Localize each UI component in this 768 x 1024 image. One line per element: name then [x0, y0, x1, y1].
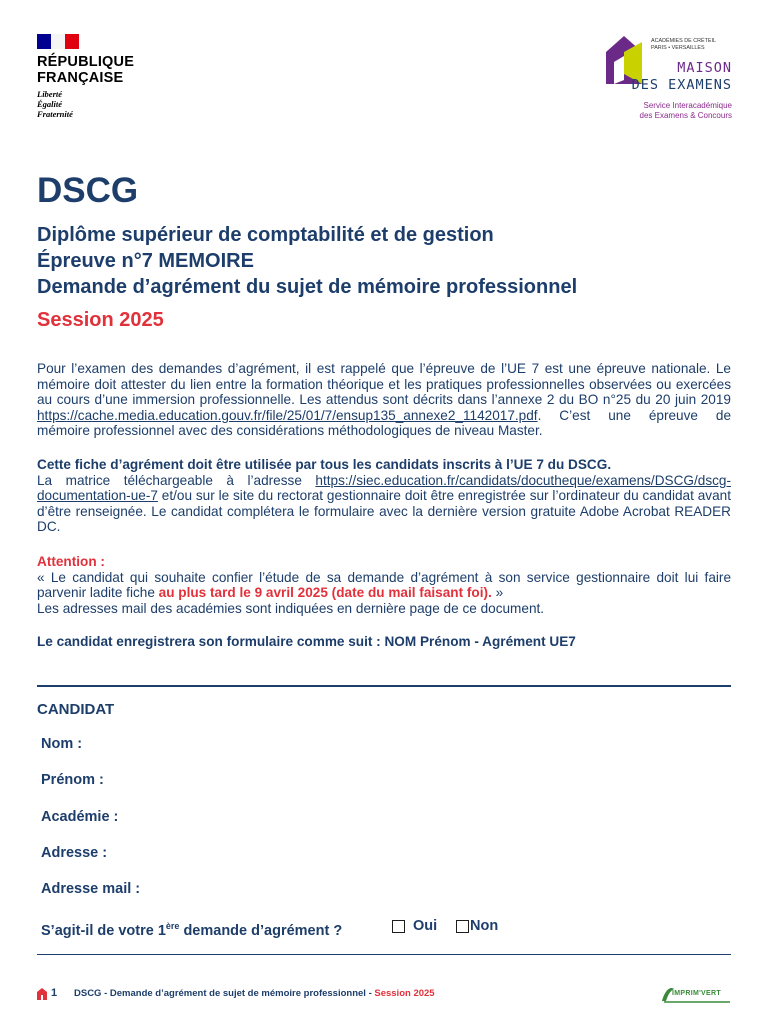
imprim-vert-label: IMPRIM'VERT: [672, 990, 721, 997]
republique-francaise-title: RÉPUBLIQUE FRANÇAISE: [37, 54, 135, 86]
nom-field[interactable]: Nom :: [41, 736, 83, 752]
adresse-field[interactable]: Adresse :: [41, 845, 108, 861]
republique-francaise-motto: Liberté Égalité Fraternité: [37, 89, 73, 119]
non-checkbox[interactable]: [456, 920, 469, 933]
bo-annexe-link[interactable]: https://cache.media.education.gouv.fr/file/25/01/7/ensup135_annexe2_1142017.pdf: [37, 407, 538, 423]
academie-field[interactable]: Académie :: [41, 809, 119, 825]
first-request-question: S’agit-il de votre 1ère demande d’agrément ?: [41, 921, 343, 939]
oui-label: Oui: [413, 918, 438, 934]
save-instruction: Le candidat enregistrera son formulaire comme suit : NOM Prénom - Agrément UE7: [37, 634, 576, 649]
republique-francaise-flag: [37, 34, 79, 49]
session-label: Session 2025: [37, 309, 164, 331]
page-title: DSCG: [37, 171, 139, 210]
section-divider: [37, 685, 731, 687]
email-field[interactable]: Adresse mail :: [41, 881, 141, 897]
siec-documentation-link[interactable]: https://siec.education.fr/candidats/docutheque/examens/DSCG/dscg-documentation-ue-7: [37, 472, 731, 504]
maison-des-examens-subtitle: Service Interacadémique des Examens & Concours: [639, 101, 732, 120]
page-mark-icon: [37, 988, 47, 1000]
instructions-paragraph: Cette fiche d’agrément doit être utilisée par tous les candidats inscrits à l’UE 7 du DSCG. La matrice téléchargeable à l’adresse https://siec.education.fr/candidats/docutheque/examens/DSCG/dscg-documentation-ue-7 et/ou sur le site du rectorat gestionnaire doit être enregistrée sur l’ordinateur du candidat avant d’être renseignée. Le candidat complétera le formulaire avec la dernière version gratuite Adobe Acrobat READER DC.: [37, 457, 731, 535]
prenom-field[interactable]: Prénom :: [41, 772, 104, 788]
footer-divider: [37, 954, 731, 955]
page-number: 1: [51, 987, 58, 999]
footer-text: DSCG - Demande d’agrément de sujet de mémoire professionnel - Session 2025: [74, 988, 435, 999]
intro-paragraph: Pour l’examen des demandes d’agrément, il est rappelé que l’épreuve de l’UE 7 est une épreuve nationale. Le mémoire doit attester du lien entre la formation théorique et les pratiques professionnelles observées ou exercées au cours d’une immersion professionnelle. Les attendus sont décrits dans l’annexe 2 du BO n°25 du 20 juin 2019 https://cache.media.education.gouv.fr/file/25/01/7/ensup135_annexe2_1142017.pdf. C’est une épreuve de mémoire professionnel avec des considérations méthodologiques de niveau Master.: [37, 361, 731, 439]
oui-checkbox[interactable]: [392, 920, 405, 933]
non-label: Non: [470, 918, 499, 934]
candidat-section-title: CANDIDAT: [37, 701, 115, 718]
maison-des-examens-academies: ACADÉMIES DE CRÉTEIL PARIS • VERSAILLES: [651, 38, 717, 51]
page-subtitle: Diplôme supérieur de comptabilité et de gestion Épreuve n°7 MEMOIRE Demande d’agrément du sujet de mémoire professionnel: [37, 224, 578, 298]
maison-des-examens-title: MAISON DES EXAMENS: [631, 60, 732, 93]
attention-paragraph: Attention : « Le candidat qui souhaite confier l’étude de sa demande d’agrément à son service gestionnaire doit lui faire parvenir ladite fiche au plus tard le 9 avril 2025 (date du mail faisant foi). » Les adresses mail des académies sont indiquées en dernière page de ce document.: [37, 554, 731, 616]
